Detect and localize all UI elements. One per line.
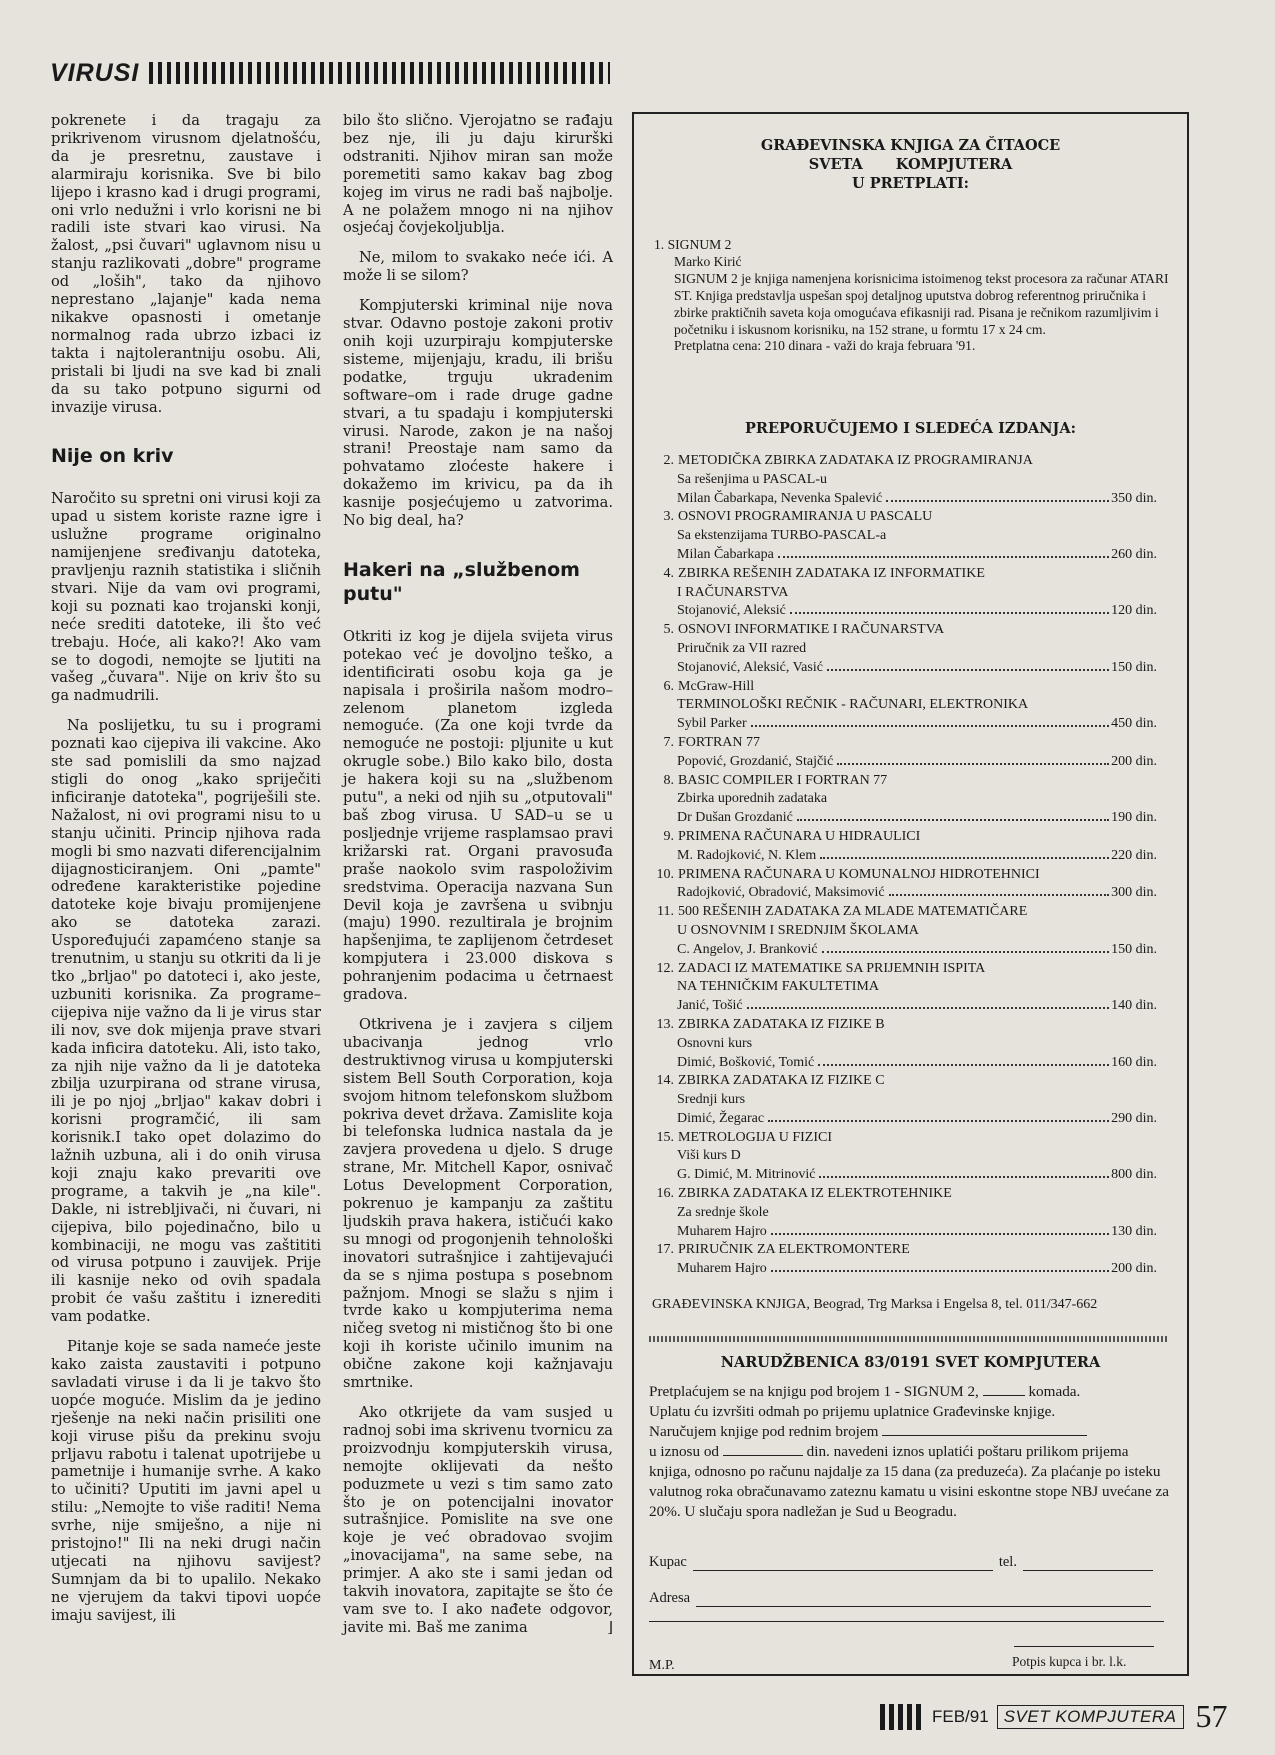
order-text: Naručujem knjige pod rednim brojem: [649, 1423, 879, 1440]
adresa-row: [649, 1590, 1169, 1607]
book-title: [652, 565, 1157, 584]
book-price: Pretplatna cena: 210 dinara - važi do kraja februara '91.: [674, 338, 976, 354]
footer-bars-decoration: [880, 1704, 924, 1730]
book-author: Stojanović, Aleksić: [677, 603, 786, 619]
book-author-price-row: [652, 715, 1157, 734]
book-description: SIGNUM 2 je knjiga namenjena korisnicima istoimenog tekst procesora za računar ATARI ST. Knjiga predstavlja uspešan spoj detaljnog uputstva dobrog referentnog priručnika i zbirke praktičnih saveta koja omogućava efikasniji rad. Pisana je rečnikom razumljivim i početniku i iskusnom korisniku, na 152 strane, u formtu 17 x 24 cm.: [674, 270, 1169, 337]
book-title: [652, 678, 1157, 697]
article-column-1: [51, 112, 321, 1637]
order-text: Pretplaćujem se na knjigu pod brojem 1 - SIGNUM 2,: [649, 1383, 979, 1400]
ad-title-line: GRAĐEVINSKA KNJIGA ZA ČITAOCE: [760, 137, 1061, 154]
dot-leader: [818, 1064, 1109, 1066]
paragraph: Otkriti iz kog je dijela svijeta virus potekao već je dovoljno teško, a identificirati osobu koja ga je napisala i proširila našom modro–zelenom planetom izgleda nemoguće. (Za one koji tvrde da nemoguće ne postoji: pljunite u kut okrugle sobe.) Bilo kako bilo, dosta je hakera koji su na „službenom putu", a neki od njih su „otputovali" baš zbog virusa. U SAD–u se u posljednje vrijeme rasplamsao pravi križarski rat. Organi pravosuđa praše naokolo svim raspoloživim sredstvima. Operacija nazvana Sun Devil koja je završena u svibnju (maju) 1990. rezultirala je brojnim hapšenjima, te zaplijenom četrdeset kompjutera i 23.000 diskova s pohranjenim podacima u četrnaest gradova.: [343, 627, 613, 1004]
adresa-row-2: [649, 1620, 1169, 1622]
order-text: Uplatu ću izvršiti odmah po prijemu uplatnice Građevinske knjige.: [649, 1403, 1056, 1420]
book-author-price-row: [652, 753, 1157, 772]
signature-label: Potpis kupca i br. l.k.: [1012, 1654, 1127, 1669]
book-number: 4.: [663, 565, 674, 581]
book-item: [652, 1185, 1157, 1241]
book-title-text: PRIRUČNIK ZA ELEKTROMONTERE: [678, 1242, 910, 1258]
book-subtitle: Za srednje škole: [677, 1204, 769, 1220]
book-author: Popović, Grozdanić, Stajčić: [677, 753, 834, 769]
book-author: Dimić, Bošković, Tomić: [677, 1054, 815, 1070]
book-subtitle: Viši kurs D: [677, 1148, 741, 1164]
paragraph: bilo što slično. Vjerojatno se rađaju bez nje, ili ju daju kirurški odstraniti. Njihov miran san može poremetiti samo kakav bag zbog kojeg im virus ne radi baš najbolje. A ne polažem mnogo ni na njihov osjećaj čovjekoljublja.: [343, 112, 613, 237]
kupac-row: [649, 1554, 1169, 1571]
dot-leader: [771, 1233, 1109, 1235]
paragraph: Ne, milom to svakako neće ići. A može li se silom?: [343, 249, 613, 285]
book-price: 300 din.: [1111, 885, 1157, 901]
book-title-text: ZBIRKA ZADATAKA IZ FIZIKE C: [678, 1073, 885, 1089]
book-title-text: METROLOGIJA U FIZICI: [678, 1129, 832, 1145]
paragraph: pokrenete i da tragaju za prikrivenom virusnom djelatnošću, da je presretnu, zaustave i alarmiraju korisnika. Sve bi bilo lijepo i krasno kad i drugi programi, oni vrlo nedužni i vrlo korisni ne bi radili iste stvari kao virusi. Na žalost, „psi čuvari" uglavnom nisu u stanju razlikovati „dobre" programe od „loših", tako da njihovo neprestano „lajanje" kada nema nikakve opasnosti i ometanje normalnog rada ubrzo izbaci iz takta i najtolerantniju osobu. Ali, pristali bi ljudi na sve kad bi znali da su tako potpuno sigurni od invazije virusa.: [51, 112, 321, 416]
book-author-price-row: [652, 884, 1157, 903]
ad-title: [634, 136, 1187, 193]
book-author: Sybil Parker: [677, 716, 747, 732]
paragraph-text: Ako otkrijete da vam susjed u radnoj sobi ima skrivenu tvornicu za proizvodnju kompjuterskih virusa, nemojte oklijevati da nešto poduzmete u vezi s tim samo zato što je on potencijalni inovator sutrašnjice. Pomislite na sve one koje je već obradovao svojim „inovacijama", na same sebe, na primjer. A ako ste i sami jedan od takvih inovatora, zapitajte se što će vam sve to. I ako nađete odgovor, javite mi. Baš me zanima: [343, 1404, 613, 1636]
dot-leader: [768, 1120, 1109, 1122]
book-number: 2.: [663, 453, 674, 468]
book-number: 8.: [663, 772, 674, 788]
book-title: [652, 1016, 1157, 1035]
book-author: C. Angelov, J. Branković: [677, 941, 818, 957]
dot-leader: [771, 1270, 1109, 1272]
book-subtitle: Srednji kurs: [677, 1092, 746, 1108]
book-subtitle: Sa rešenjima u PASCAL-u: [677, 471, 827, 487]
book-author: Marko Kirić: [674, 253, 742, 269]
book-author-price-row: [652, 1110, 1157, 1129]
book-author-price-row: [652, 546, 1157, 565]
header-bars-decoration: [149, 62, 610, 84]
book-item: [652, 1241, 1157, 1279]
book-price: 190 din.: [1111, 810, 1157, 826]
publisher-address: GRAĐEVINSKA KNJIGA, Beograd, Trg Marksa i Engelsa 8, tel. 011/347-662: [652, 1297, 1098, 1312]
paragraph: Na poslijetku, tu su i programi poznati kao cijepiva ili vakcine. Ako ste sad pomislili da smo najzad stigli do onog „kako spriječiti inficiranje datoteka", pogriješili ste. Nažalost, ni ovi programi nisu to u stanju učiniti. Princip njihova rada mogli bi smo nazvati diferencijalnim dijagnosticiranjem. Oni „pamte" određene karakteristike pojedine datoteke koje bivaju promijenjene ako se datoteka zarazi. Uspoređujući zapamćeno stanje sa trenutnim, u stanju su otkriti da li je tko „brljao" po datoteci i, ako jeste, uzbuniti korisnika. Za programe–cijepiva nije važno da li je virus star ili nov, sve dok mijenja prave stvari kada inficira datoteku. Ali, isto tako, za njih nije važno da li je datoteka zbilja uzurpirana od strane virusa, ili je po njoj „brljao" kakav dobri i korisni programčić, ili sam korisnik.I tako opet dolazimo do lažnih uzbuna, ali i do onih virusa koji znaju kako prevariti ove programe, a takvih je „na kile". Dakle, ni istrebljivači, ni čuvari, ni cijepiva, bilo pojedinačno, bilo u kombinaciji, ne mogu vas zaštititi od virusa potpuno i zauvijek. Prije ili kasnije neko od ovih spadala probit će vašu zaštitu i iznerediti vam podatke.: [51, 717, 321, 1326]
book-author: Muharem Hajro: [677, 1223, 767, 1239]
book-author: Janić, Tošić: [677, 998, 743, 1014]
paragraph: Naročito su spretni oni virusi koji za upad u sistem koriste razne igre i uslužne programe originalno namijenjene sređivanju datoteka, pravljenju raznih statistika i sličnih stvari. Nije da vam ovi programi, koji su poznati kao trojanski konji, neće srediti datoteke, ili što već trebaju. Hoće, ali kako?! Ako vam se to dogodi, nemojte se ljutiti na vašeg „čuvara". Nije on kriv što su ga nadmudrili.: [51, 490, 321, 705]
book-number: 9.: [663, 828, 674, 844]
paragraph: Kompjuterski kriminal nije nova stvar. Odavno postoje zakoni protiv onih koji uzurpiraju kompjuterske sisteme, mijenjaju, kradu, ili brišu podatke, trguju ukradenim software–om i rade druge gadne stvari, a tu spadaju i kompjuterski virusi. Narode, zakon je na našoj strani! Preostaje nam samo da pohvatamo zloćeste hakere i dokažemo im krivicu, pa da ih kasnije posjećujemo u zatvorima. No big deal, ha?: [343, 297, 613, 530]
ad-title-line: SVETA KOMPJUTERA: [808, 156, 1013, 173]
book-title-text: TERMINOLOŠKI REČNIK - RAČUNARI, ELEKTRONIKA: [677, 697, 1029, 713]
book-title: [652, 960, 1157, 979]
book-title-text: BASIC COMPILER I FORTRAN 77: [678, 772, 888, 788]
book-author: Radojković, Obradović, Maksimović: [677, 885, 885, 901]
dot-leader: [820, 857, 1109, 859]
book-author-price-row: [652, 659, 1157, 678]
paragraph: [343, 1404, 613, 1637]
dot-leader: [837, 763, 1109, 765]
book-title-text: NA TEHNIČKIM FAKULTETIMA: [677, 979, 879, 995]
adresa-field-2[interactable]: [649, 1620, 1164, 1622]
book-author-price-row: [652, 490, 1157, 509]
book-price: 200 din.: [1111, 753, 1157, 769]
book-title-text: METODIČKA ZBIRKA ZADATAKA IZ PROGRAMIRANJA: [678, 453, 1033, 468]
book-title: [652, 621, 1157, 640]
subheading-hakeri: Hakeri na „službenom putu": [343, 558, 580, 605]
book-item: [652, 1129, 1157, 1185]
book-author: Dimić, Žegarac: [677, 1110, 765, 1126]
order-form-text: [649, 1382, 1169, 1522]
book-price: 450 din.: [1111, 716, 1157, 732]
book-title-text: OSNOVI INFORMATIKE I RAČUNARSTVA: [678, 622, 945, 638]
dot-leader: [827, 669, 1109, 671]
adresa-label: Adresa: [649, 1590, 691, 1606]
book-number: 12.: [656, 960, 674, 976]
book-item: [652, 903, 1157, 959]
magazine-name: SVET KOMPJUTERA: [997, 1705, 1184, 1729]
ad-title-line: U PRETPLATI:: [852, 175, 969, 192]
book-author-price-row: [652, 1166, 1157, 1185]
book-title: [652, 452, 1157, 471]
page-footer: [880, 1698, 1228, 1735]
article-column-2: [343, 112, 613, 1649]
book-item: [652, 565, 1157, 621]
dot-leader: [751, 725, 1110, 727]
paragraph: Otkrivena je i zavjera s ciljem ubacivanja jednog vrlo destruktivnog virusa u kompjuterski sistem Bell South Corporation, koja svojom hitnom telefonskom službom pokriva devet država. Zamislite koja bi telefonska ludnica nastala da je zavjera provedena u djelo. S druge strane, Mr. Mitchell Kapor, osnivač Lotus Development Corporation, pokrenuo je kampanju za zaštitu ljudskih prava hakera, ističući kako su mnogi od progonjenih tehnološki inovatori sutrašnjice i zahtijevajući da se s njima postupa s posebnom pažnjom. Mnogi se slažu s njim i tvrde kako u kompjuterima nema ničeg svetog ni mističnog što bi one koji ih koriste učinilo imunim na obične zakone koji kažnjavaju smrtnike.: [343, 1015, 613, 1392]
book-number: 7.: [663, 734, 674, 750]
book-title: [652, 922, 1157, 941]
order-text: komada.: [1028, 1383, 1081, 1400]
book-title: [652, 1129, 1157, 1148]
book-price: 150 din.: [1111, 659, 1157, 675]
book-author: Milan Čabarkapa: [677, 546, 774, 562]
book-title-text: U OSNOVNIM I SREDNJIM ŠKOLAMA: [677, 922, 919, 938]
subheading-nije-on-kriv: Nije on kriv: [51, 445, 174, 468]
book-advertisement: [632, 112, 1189, 1676]
book-author: Muharem Hajro: [677, 1261, 767, 1277]
divider: [649, 1336, 1169, 1342]
dot-leader: [747, 1007, 1109, 1009]
book-title-text: ZBIRKA ZADATAKA IZ ELEKTROTEHNIKE: [678, 1186, 952, 1202]
book-price: 160 din.: [1111, 1054, 1157, 1070]
book-author-price-row: [652, 1054, 1157, 1073]
book-item: [652, 734, 1157, 772]
dot-leader: [778, 556, 1109, 558]
order-form-title: NARUDŽBENICA 83/0191 SVET KOMPJUTERA: [720, 1354, 1101, 1371]
book-title-text: 500 REŠENIH ZADATAKA ZA MLADE MATEMATIČARE: [678, 904, 1028, 920]
book-number: 3.: [663, 509, 674, 525]
book-author-price-row: [652, 997, 1157, 1016]
book-price: 130 din.: [1111, 1223, 1157, 1239]
book-subtitle: Sa ekstenzijama TURBO-PASCAL-a: [677, 528, 887, 544]
book-item: [652, 960, 1157, 1016]
tel-label: tel.: [998, 1554, 1017, 1570]
issue-date: FEB/91: [932, 1706, 989, 1726]
book-title-text: I RAČUNARSTVA: [677, 584, 789, 600]
book-item: [652, 508, 1157, 564]
book-author-price-row: [652, 941, 1157, 960]
book-number: 13.: [656, 1016, 674, 1032]
book-price: 800 din.: [1111, 1167, 1157, 1183]
book-author-price-row: [652, 1260, 1157, 1279]
tel-field[interactable]: [1023, 1569, 1153, 1571]
dot-leader: [886, 500, 1109, 502]
signature-line[interactable]: [1014, 1646, 1154, 1647]
book-item: [652, 1016, 1157, 1072]
book-title: [652, 828, 1157, 847]
book-author: Milan Čabarkapa, Nevenka Spalević: [677, 490, 883, 506]
order-text: u iznosu od: [649, 1443, 720, 1460]
book-numbers-field[interactable]: [882, 1422, 1087, 1436]
book-list: [652, 452, 1157, 1279]
kupac-field[interactable]: [693, 1569, 993, 1571]
book-number: 15.: [656, 1129, 674, 1145]
book-price: 220 din.: [1111, 847, 1157, 863]
dot-leader: [889, 894, 1109, 896]
book-subtitle: Zbirka uporednih zadataka: [677, 791, 828, 807]
recommended-title: PREPORUČUJEMO I SLEDEĆA IZDANJA:: [745, 420, 1076, 437]
book-title-text: FORTRAN 77: [678, 734, 761, 750]
book-price: 200 din.: [1111, 1261, 1157, 1277]
book-title: [652, 696, 1157, 715]
order-text: din. navedeni iznos uplatići poštaru prilikom prijema knjiga, odnosno po računu najdalje za 15 dana (za preduzeća). Za plaćanje po isteku valutnog roka obračunavamo zateznu kamatu u visini eskontne stope NBJ uvećane za 20%. U slučaju spora nadležan je Sud u Beogradu.: [649, 1443, 1170, 1520]
book-title-text: ZBIRKA REŠENIH ZADATAKA IZ INFORMATIKE: [678, 565, 985, 581]
book-title-text: OSNOVI PROGRAMIRANJA U PASCALU: [678, 509, 933, 525]
book-item: [652, 772, 1157, 828]
book-number: 10.: [656, 866, 674, 882]
book-price: 260 din.: [1111, 546, 1157, 562]
book-title: [652, 584, 1157, 603]
book-title: 1. SIGNUM 2: [654, 237, 732, 252]
section-title: VIRUSI: [50, 58, 140, 87]
book-title-text: ZADACI IZ MATEMATIKE SA PRIJEMNIH ISPITA: [678, 960, 986, 976]
book-item: [652, 452, 1157, 508]
book-title: [652, 1072, 1157, 1091]
book-number: 6.: [663, 678, 674, 694]
book-title: [652, 1185, 1157, 1204]
quantity-field[interactable]: [983, 1382, 1025, 1396]
book-number: 17.: [656, 1242, 674, 1258]
book-author: Dr Dušan Grozdanić: [677, 810, 793, 826]
kupac-label: Kupac: [649, 1554, 687, 1570]
book-subtitle: Priručnik za VII razred: [677, 640, 807, 656]
book-price: 140 din.: [1111, 998, 1157, 1014]
book-number: 14.: [656, 1073, 674, 1089]
book-price: 290 din.: [1111, 1110, 1157, 1126]
section-header: [50, 58, 610, 88]
amount-field[interactable]: [723, 1442, 803, 1456]
book-author-price-row: [652, 1223, 1157, 1242]
book-subtitle: Osnovni kurs: [677, 1035, 753, 1051]
book-item: [652, 1072, 1157, 1128]
book-number: 5.: [663, 622, 674, 638]
book-author-price-row: [652, 602, 1157, 621]
signum-book-offer: [654, 237, 1169, 355]
paragraph: Pitanje koje se sada nameće jeste kako zaista zaustaviti i potpuno savladati viruse i da li je takvo što uopće moguće. Mislim da je jedino rješenje na neki način prisiliti one koji viruse pišu da prekinu svoju prljavu rabotu i talenat upotrijebe u pametnije i humanije svrhe. A kako to učiniti? Uputiti im javni apel u stilu: „Nemojte to više raditi! Nema svrhe, nije smiješno, a nije ni pristojno!" Ili na neki drugi način utjecati na njihovu savijest? Sumnjam da bi to upalilo. Nekako ne vjerujem da takvi tipovi uopće imaju savijest, ili: [51, 1338, 321, 1624]
book-price: 350 din.: [1111, 490, 1157, 506]
book-price: 150 din.: [1111, 941, 1157, 957]
book-item: [652, 621, 1157, 677]
book-title: [652, 772, 1157, 791]
book-author: M. Radojković, N. Klem: [677, 847, 817, 863]
book-title-text: ZBIRKA ZADATAKA IZ FIZIKE B: [678, 1016, 885, 1032]
book-title: [652, 866, 1157, 885]
book-title-text: McGraw-Hill: [678, 678, 755, 694]
book-price: 120 din.: [1111, 603, 1157, 619]
book-title-text: PRIMENA RAČUNARA U HIDRAULICI: [678, 828, 921, 844]
book-number: 16.: [656, 1186, 674, 1202]
book-author-price-row: [652, 809, 1157, 828]
adresa-field[interactable]: [696, 1605, 1151, 1607]
dot-leader: [819, 1176, 1109, 1178]
book-title: [652, 903, 1157, 922]
dot-leader: [790, 612, 1109, 614]
book-author: G. Dimić, M. Mitrinović: [677, 1167, 816, 1183]
page-number: 57: [1195, 1698, 1228, 1734]
end-mark: ⌋: [607, 1618, 613, 1636]
dot-leader: [822, 951, 1109, 953]
dot-leader: [797, 819, 1109, 821]
book-number: 11.: [657, 904, 674, 920]
mp-label: M.P.: [649, 1658, 675, 1673]
book-item: [652, 828, 1157, 866]
book-item: [652, 678, 1157, 734]
book-title: [652, 734, 1157, 753]
book-item: [652, 866, 1157, 904]
book-author: Stojanović, Aleksić, Vasić: [677, 659, 823, 675]
book-title-text: PRIMENA RAČUNARA U KOMUNALNOJ HIDROTEHNICI: [678, 866, 1040, 882]
book-title: [652, 978, 1157, 997]
book-author-price-row: [652, 847, 1157, 866]
book-title: [652, 1241, 1157, 1260]
book-title: [652, 508, 1157, 527]
